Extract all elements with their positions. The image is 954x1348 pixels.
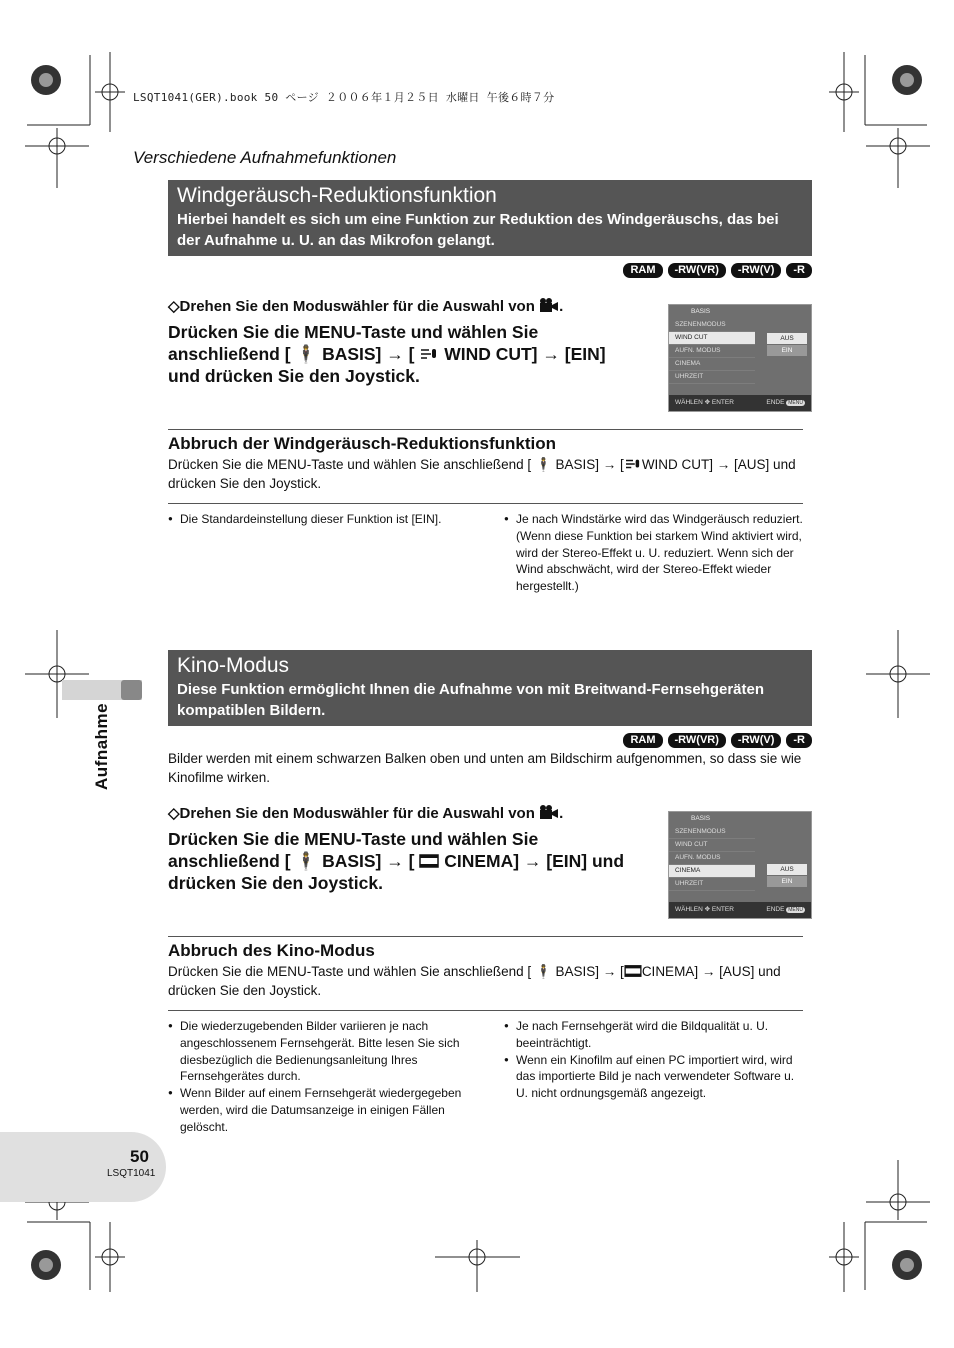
chapter-title: Verschiedene Aufnahmefunktionen: [133, 148, 397, 167]
divider: [168, 503, 803, 504]
menu-item-selected: WIND CUT: [669, 332, 755, 345]
cinema-subtitle: Diese Funktion ermöglicht Ihnen die Aufnahme von mit Breitwand-Fernsehgeräten kompatiblen Bildern.: [177, 681, 765, 719]
wind-cut-icon: [419, 346, 439, 362]
menu-footer: WÄHLEN ✥ ENTER ENDE MENU: [669, 395, 811, 411]
menu-item: SZENENMODUS: [669, 319, 755, 332]
menu-header: BASIS: [691, 308, 711, 315]
basis-icon: 🕴: [534, 964, 552, 979]
side-tab-marker: [121, 680, 142, 700]
windcut-step-item: WIND CUT] → [EIN] und drücken Sie den Joystick.: [168, 344, 606, 386]
divider: [168, 1010, 803, 1011]
menu-item: UHRZEIT: [669, 371, 755, 384]
badge-r: -R: [786, 733, 812, 748]
list-item: ● Je nach Windstärke wird das Windgeräusch reduziert. (Wenn diese Funktion bei starkem Wind aktiviert wird, wird der Stereo-Effekt u. U. reduziert. Wenn sich der Wind abschwächt, wird der Stereo-Effekt wieder hergestellt.): [504, 511, 809, 595]
cinema-cancel-title: Abbruch des Kino-Modus: [168, 941, 375, 960]
cinema-step-pre: Drücken Sie die MENU-Taste und wählen Sie anschließend [: [168, 829, 539, 871]
file-header: LSQT1041(GER).book 50 ページ ２００６年１月２５日 水曜日 午後６時７分: [133, 91, 555, 104]
dial-step: ◇Drehen Sie den Moduswähler für die Auswahl von .: [168, 298, 564, 315]
badge-ram: RAM: [623, 733, 662, 748]
badge-r: -R: [786, 263, 812, 278]
menu-option-ein: EIN: [767, 345, 807, 356]
basis-icon: 🕴: [534, 457, 552, 472]
menu-item: AUFN. MODUS: [669, 345, 755, 358]
badge-rw-vr: -RW(VR): [668, 263, 726, 278]
cinema-notes-left: [168, 1018, 478, 1136]
side-label: Aufnahme: [92, 702, 111, 790]
cinema-step-basis: BASIS] → [: [322, 851, 415, 871]
cinema-cancel-text: Drücken Sie die MENU-Taste und wählen Sie anschließend [ 🕴 BASIS] → [ CINEMA] → [AUS] und drücken Sie den Joystick.: [168, 964, 781, 998]
basis-icon: 🕴: [295, 344, 318, 364]
menu-item: AUFN. MODUS: [669, 852, 755, 865]
doc-code: LSQT1041: [107, 1168, 156, 1179]
badge-ram: RAM: [623, 263, 662, 278]
menu-option-aus: AUS: [767, 333, 807, 344]
diamond-icon: ◇: [168, 805, 180, 822]
cinema-intro: Bilder werden mit einem schwarzen Balken oben und unten am Bildschirm aufgenommen, so dass sie wie Kinofilme wirken.: [168, 751, 802, 785]
menu-screenshot-cinema: [668, 811, 812, 919]
page-number-tab: [0, 1132, 166, 1202]
windcut-title: Windgeräusch-Reduktionsfunktion: [177, 184, 497, 207]
windcut-cancel-text: Drücken Sie die MENU-Taste und wählen Sie anschließend [ 🕴 BASIS] → [ WIND CUT] → [AUS] und drücken Sie den Joystick.: [168, 457, 796, 491]
disc-badges: [623, 263, 812, 278]
list-item: ● Die Standardeinstellung dieser Funktion ist [EIN].: [168, 511, 488, 528]
menu-btn-badge: MENU: [788, 400, 803, 406]
dial-step-text: Drehen Sie den Moduswähler für die Auswahl von: [179, 298, 535, 315]
cinema-title: Kino-Modus: [177, 654, 290, 677]
badge-rw-v: -RW(V): [731, 263, 781, 278]
cinema-step-item: CINEMA] → [EIN] und drücken Sie den Joystick.: [168, 851, 625, 893]
menu-option-ein: EIN: [767, 876, 807, 887]
list-item: ● Die wiederzugebenden Bilder variieren je nach angeschlossenem Fernsehgerät. Bitte lesen Sie sich diesbezüglich die Bedienungsanleitung Ihres Fernsehgerätes durch.: [168, 1018, 478, 1085]
badge-rw-vr: -RW(VR): [668, 733, 726, 748]
menu-footer: WÄHLEN ✥ ENTER ENDE MENU: [669, 902, 811, 918]
list-item: ● Je nach Fernsehgerät wird die Bildqualität u. U. beeinträchtigt.: [504, 1018, 809, 1052]
diamond-icon: ◇: [168, 298, 180, 315]
windcut-note-right: [504, 511, 809, 595]
cinema-notes-right: [504, 1018, 809, 1102]
windcut-step-basis: BASIS] → [: [322, 344, 415, 364]
windcut-subtitle: Hierbei handelt es sich um eine Funktion zur Reduktion des Windgeräuschs, das bei der Aufnahme u. U. an das Mikrofon gelangt.: [177, 211, 779, 249]
disc-badges: [623, 733, 812, 748]
windcut-step: [168, 321, 638, 387]
windcut-banner: [168, 180, 812, 256]
movie-camera-icon: [539, 297, 559, 313]
menu-screenshot-windcut: [668, 304, 812, 412]
windcut-step-pre: Drücken Sie die MENU-Taste und wählen Sie anschließend [: [168, 322, 539, 364]
list-item: ● Wenn ein Kinofilm auf einen PC importiert wird, wird das importierte Bild je nach verwendeter Software u. U. nicht ordnungsgemäß angezeigt.: [504, 1052, 809, 1102]
menu-item: SZENENMODUS: [669, 826, 755, 839]
menu-item: UHRZEIT: [669, 878, 755, 891]
menu-item: CINEMA: [669, 358, 755, 371]
menu-item: WIND CUT: [669, 839, 755, 852]
menu-btn-badge: MENU: [788, 907, 803, 913]
menu-item-selected: CINEMA: [669, 865, 755, 878]
cinema-step: [168, 828, 638, 894]
divider: [168, 936, 803, 937]
windcut-cancel-title: Abbruch der Windgeräusch-Reduktionsfunktion: [168, 434, 557, 453]
cinema-icon: [624, 964, 642, 978]
basis-icon: 🕴: [295, 851, 318, 871]
cinema-icon: [419, 853, 439, 869]
dial-step: ◇Drehen Sie den Moduswähler für die Auswahl von .: [168, 805, 564, 822]
list-item: ● Wenn Bilder auf einem Fernsehgerät wiedergegeben werden, wird die Datumsanzeige in einigen Fällen gelöscht.: [168, 1085, 478, 1135]
menu-header: BASIS: [691, 815, 711, 822]
menu-option-aus: AUS: [767, 864, 807, 875]
page-number: 50: [130, 1147, 149, 1166]
dial-step-text: Drehen Sie den Moduswähler für die Auswahl von: [179, 805, 535, 822]
divider: [168, 429, 803, 430]
wind-cut-icon: [624, 457, 642, 471]
cinema-banner: [168, 650, 812, 726]
windcut-note-left: [168, 511, 488, 528]
movie-camera-icon: [539, 804, 559, 820]
badge-rw-v: -RW(V): [731, 733, 781, 748]
